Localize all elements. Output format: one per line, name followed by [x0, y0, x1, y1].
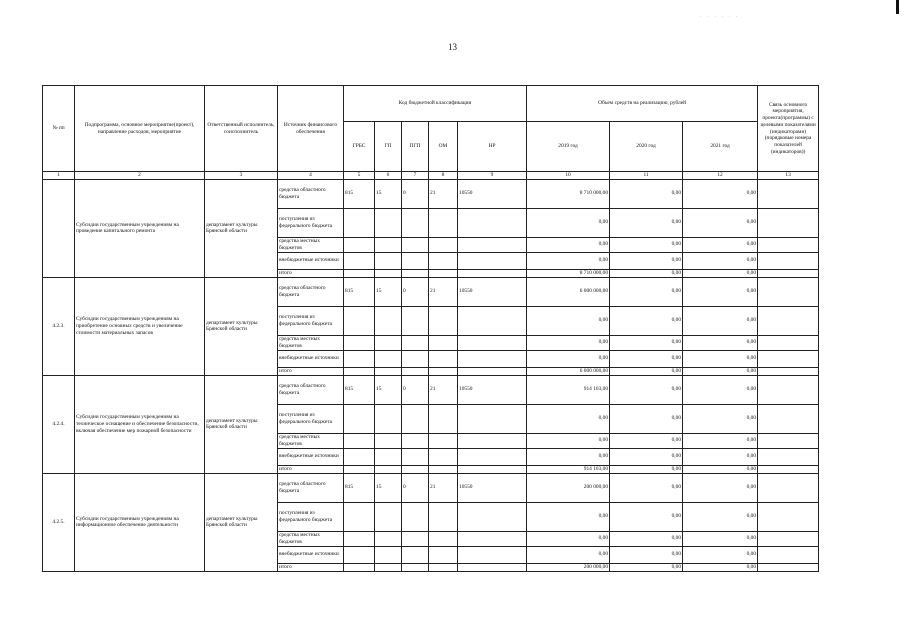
- row-code: [458, 433, 527, 448]
- header-subprogram: Подпрограмма, основное мероприятие(проект), направление расходов, мероприятие: [75, 86, 205, 172]
- table-row: [43, 375, 819, 404]
- row-code: [375, 404, 402, 433]
- row-code: 0: [402, 473, 429, 502]
- row-amount-2019: 0,00: [527, 335, 610, 350]
- page-number: 13: [448, 42, 457, 52]
- row-amount-2020: 0,00: [610, 208, 683, 237]
- row-indicator-link: [758, 269, 819, 277]
- row-code: [402, 465, 429, 473]
- row-code: [458, 448, 527, 465]
- column-number: 9: [458, 172, 527, 180]
- row-amount-2021: 0,00: [683, 465, 758, 473]
- row-code: [344, 269, 375, 277]
- row-amount-2021: 0,00: [683, 237, 758, 252]
- column-number: 12: [683, 172, 758, 180]
- row-code: [375, 433, 402, 448]
- row-code: [375, 208, 402, 237]
- row-code: [375, 367, 402, 375]
- row-code: [458, 335, 527, 350]
- row-source: итого: [278, 269, 344, 277]
- row-amount-2021: 0,00: [683, 269, 758, 277]
- row-code: [402, 563, 429, 571]
- header-code-gp: ГП: [375, 122, 402, 172]
- table-body: [43, 179, 819, 571]
- row-code: [375, 502, 402, 531]
- row-indicator-link: [758, 306, 819, 335]
- row-amount-2019: 914 103,00: [527, 465, 610, 473]
- row-code: 10550: [458, 277, 527, 306]
- row-number: 4.2.4.: [43, 375, 75, 473]
- row-amount-2021: 0,00: [683, 546, 758, 563]
- row-code: [429, 350, 458, 367]
- header-code-grbs: ГРБС: [344, 122, 375, 172]
- row-amount-2021: 0,00: [683, 531, 758, 546]
- row-amount-2020: 0,00: [610, 335, 683, 350]
- row-code: [402, 269, 429, 277]
- row-source: средства областного бюджета: [278, 277, 344, 306]
- row-amount-2019: 6 000 000,00: [527, 277, 610, 306]
- row-source: средства местных бюджетов: [278, 531, 344, 546]
- row-amount-2019: 0,00: [527, 306, 610, 335]
- row-source: средства областного бюджета: [278, 179, 344, 208]
- row-indicator-link: [758, 367, 819, 375]
- row-code: 21: [429, 179, 458, 208]
- row-code: [402, 546, 429, 563]
- row-source: внебюджетные источники: [278, 448, 344, 465]
- row-indicator-link: [758, 350, 819, 367]
- row-amount-2019: 6 000 000,00: [527, 367, 610, 375]
- row-code: [402, 404, 429, 433]
- row-indicator-link: [758, 237, 819, 252]
- row-amount-2020: 0,00: [610, 465, 683, 473]
- row-amount-2020: 0,00: [610, 404, 683, 433]
- row-amount-2021: 0,00: [683, 335, 758, 350]
- column-number: 2: [75, 172, 205, 180]
- row-code: [344, 404, 375, 433]
- row-code: [429, 531, 458, 546]
- column-number: 13: [758, 172, 819, 180]
- row-source: внебюджетные источники: [278, 350, 344, 367]
- row-code: 0: [402, 375, 429, 404]
- row-code: [344, 306, 375, 335]
- row-code: [429, 306, 458, 335]
- row-indicator-link: [758, 448, 819, 465]
- row-amount-2021: 0,00: [683, 375, 758, 404]
- row-amount-2021: 0,00: [683, 306, 758, 335]
- row-amount-2020: 0,00: [610, 531, 683, 546]
- row-code: [402, 208, 429, 237]
- row-amount-2020: 0,00: [610, 433, 683, 448]
- row-code: [402, 237, 429, 252]
- row-indicator-link: [758, 252, 819, 269]
- row-code: [344, 448, 375, 465]
- row-amount-2020: 0,00: [610, 367, 683, 375]
- header-year-2020: 2020 год: [610, 122, 683, 172]
- row-code: [344, 335, 375, 350]
- row-amount-2019: 0,00: [527, 531, 610, 546]
- row-code: 0: [402, 179, 429, 208]
- header-year-2021: 2021 год: [683, 122, 758, 172]
- row-code: 815: [344, 375, 375, 404]
- row-indicator-link: [758, 531, 819, 546]
- column-number: 5: [344, 172, 375, 180]
- row-code: 21: [429, 473, 458, 502]
- row-executor: департамент культуры Брянской области: [205, 473, 278, 571]
- header-year-2019: 2019 год: [527, 122, 610, 172]
- row-source: итого: [278, 367, 344, 375]
- row-code: 10550: [458, 473, 527, 502]
- row-amount-2019: 0,00: [527, 252, 610, 269]
- row-subprogram-name: Субсидии государственным учреждениям на приобретение основных средств и увеличение стоимости материальных запасов: [75, 277, 205, 375]
- row-executor: департамент культуры Брянской области: [205, 375, 278, 473]
- row-indicator-link: [758, 335, 819, 350]
- row-source: средства местных бюджетов: [278, 433, 344, 448]
- row-code: 15: [375, 179, 402, 208]
- row-source: внебюджетные источники: [278, 252, 344, 269]
- row-code: [402, 448, 429, 465]
- row-amount-2019: 0,00: [527, 502, 610, 531]
- row-code: 15: [375, 473, 402, 502]
- row-amount-2020: 0,00: [610, 502, 683, 531]
- row-code: [458, 546, 527, 563]
- column-number: 1: [43, 172, 75, 180]
- row-amount-2021: 0,00: [683, 179, 758, 208]
- row-code: [344, 237, 375, 252]
- row-indicator-link: [758, 502, 819, 531]
- header-code-nr: НР: [458, 122, 527, 172]
- row-code: [375, 350, 402, 367]
- row-amount-2020: 0,00: [610, 473, 683, 502]
- row-amount-2019: 0,00: [527, 208, 610, 237]
- row-code: [458, 350, 527, 367]
- row-source: внебюджетные источники: [278, 546, 344, 563]
- row-amount-2021: 0,00: [683, 448, 758, 465]
- table-header: [43, 86, 819, 180]
- table-row: [43, 277, 819, 306]
- row-code: [402, 335, 429, 350]
- row-source: итого: [278, 465, 344, 473]
- row-source: средства местных бюджетов: [278, 335, 344, 350]
- row-code: [458, 404, 527, 433]
- row-code: [375, 252, 402, 269]
- row-amount-2019: 200 000,00: [527, 473, 610, 502]
- row-amount-2020: 0,00: [610, 350, 683, 367]
- row-indicator-link: [758, 546, 819, 563]
- row-amount-2021: 0,00: [683, 350, 758, 367]
- row-code: [375, 237, 402, 252]
- row-amount-2020: 0,00: [610, 546, 683, 563]
- row-code: [458, 563, 527, 571]
- row-indicator-link: [758, 473, 819, 502]
- row-number: [43, 179, 75, 277]
- row-amount-2021: 0,00: [683, 252, 758, 269]
- row-code: [429, 433, 458, 448]
- row-amount-2019: 914 103,00: [527, 375, 610, 404]
- row-code: [344, 563, 375, 571]
- row-amount-2019: 200 000,00: [527, 563, 610, 571]
- row-amount-2019: 0,00: [527, 448, 610, 465]
- scan-noise: · · · · · ·: [700, 14, 740, 20]
- header-source: Источник финансового обеспечения: [278, 86, 344, 172]
- row-code: [344, 546, 375, 563]
- row-code: [429, 335, 458, 350]
- row-code: [458, 367, 527, 375]
- row-source: поступления из федерального бюджета: [278, 502, 344, 531]
- table-row: [43, 179, 819, 208]
- row-code: [402, 367, 429, 375]
- row-code: [429, 252, 458, 269]
- row-executor: департамент культуры Брянской области: [205, 179, 278, 277]
- row-code: [429, 208, 458, 237]
- row-source: средства областного бюджета: [278, 473, 344, 502]
- row-number: 4.2.5.: [43, 473, 75, 571]
- row-code: [458, 465, 527, 473]
- row-code: [344, 502, 375, 531]
- row-indicator-link: [758, 465, 819, 473]
- table-row: [43, 473, 819, 502]
- row-amount-2020: 0,00: [610, 375, 683, 404]
- row-subprogram-name: Субсидии государственным учреждениям на проведение капитального ремонта: [75, 179, 205, 277]
- row-indicator-link: [758, 277, 819, 306]
- row-source: итого: [278, 563, 344, 571]
- row-code: [458, 237, 527, 252]
- row-code: [344, 252, 375, 269]
- row-code: [429, 465, 458, 473]
- row-amount-2020: 0,00: [610, 448, 683, 465]
- row-source: поступления из федерального бюджета: [278, 404, 344, 433]
- row-executor: департамент культуры Брянской области: [205, 277, 278, 375]
- row-code: 15: [375, 277, 402, 306]
- row-amount-2021: 0,00: [683, 563, 758, 571]
- row-code: [429, 546, 458, 563]
- row-code: [429, 563, 458, 571]
- row-indicator-link: [758, 179, 819, 208]
- column-number: 8: [429, 172, 458, 180]
- row-indicator-link: [758, 563, 819, 571]
- row-amount-2021: 0,00: [683, 404, 758, 433]
- row-amount-2019: 0,00: [527, 404, 610, 433]
- row-code: [344, 367, 375, 375]
- row-code: [375, 335, 402, 350]
- row-code: [429, 404, 458, 433]
- header-volume: Объем средств на реализацию, рублей: [527, 86, 758, 122]
- row-code: [344, 208, 375, 237]
- row-code: [375, 546, 402, 563]
- column-number: 6: [375, 172, 402, 180]
- row-amount-2019: 0,00: [527, 433, 610, 448]
- row-code: [458, 269, 527, 277]
- header-num: № пп: [43, 86, 75, 172]
- row-source: поступления из федерального бюджета: [278, 208, 344, 237]
- row-code: 815: [344, 179, 375, 208]
- row-amount-2021: 0,00: [683, 277, 758, 306]
- row-code: 10550: [458, 375, 527, 404]
- row-code: 0: [402, 277, 429, 306]
- row-code: [344, 350, 375, 367]
- row-code: 815: [344, 473, 375, 502]
- column-numbers-row: [43, 172, 819, 180]
- header-code-pgp: ПГП: [402, 122, 429, 172]
- row-amount-2020: 0,00: [610, 306, 683, 335]
- row-code: [429, 502, 458, 531]
- row-amount-2020: 0,00: [610, 277, 683, 306]
- row-amount-2019: 8 710 000,00: [527, 179, 610, 208]
- row-code: [402, 502, 429, 531]
- row-amount-2019: 0,00: [527, 237, 610, 252]
- row-amount-2020: 0,00: [610, 237, 683, 252]
- row-amount-2020: 0,00: [610, 179, 683, 208]
- row-amount-2020: 0,00: [610, 252, 683, 269]
- row-amount-2021: 0,00: [683, 473, 758, 502]
- row-amount-2021: 0,00: [683, 502, 758, 531]
- row-amount-2020: 0,00: [610, 563, 683, 571]
- budget-table: [42, 85, 819, 572]
- row-code: [402, 433, 429, 448]
- header-budget-code: Код бюджетной классификации: [344, 86, 527, 122]
- row-code: [375, 306, 402, 335]
- row-subprogram-name: Субсидии государственным учреждениям на техническое оснащение и обеспечение безопасности, включая обеспечение мер пожарной безопасности: [75, 375, 205, 473]
- row-code: 10550: [458, 179, 527, 208]
- row-code: [375, 269, 402, 277]
- row-code: 21: [429, 375, 458, 404]
- row-subprogram-name: Субсидии государственным учреждениям на информационное обеспечение деятельности: [75, 473, 205, 571]
- row-amount-2019: 8 710 000,00: [527, 269, 610, 277]
- row-source: средства областного бюджета: [278, 375, 344, 404]
- row-indicator-link: [758, 375, 819, 404]
- row-code: [402, 252, 429, 269]
- column-number: 3: [205, 172, 278, 180]
- column-number: 11: [610, 172, 683, 180]
- column-number: 4: [278, 172, 344, 180]
- row-code: [375, 448, 402, 465]
- row-indicator-link: [758, 404, 819, 433]
- scan-edge-mark: [896, 0, 899, 14]
- row-code: [402, 531, 429, 546]
- row-amount-2019: 0,00: [527, 350, 610, 367]
- row-indicator-link: [758, 208, 819, 237]
- row-code: [402, 350, 429, 367]
- header-link: Связь основного мероприятия, проекта(программы) с целевыми показателями (индикаторами) (порядковые номера показателей (индикаторов)): [758, 86, 819, 172]
- header-executor: Ответственный исполнитель, соисполнитель: [205, 86, 278, 172]
- row-code: [429, 269, 458, 277]
- row-code: [344, 531, 375, 546]
- row-code: [458, 531, 527, 546]
- row-code: [429, 237, 458, 252]
- row-indicator-link: [758, 433, 819, 448]
- row-code: [458, 306, 527, 335]
- row-amount-2020: 0,00: [610, 269, 683, 277]
- row-amount-2021: 0,00: [683, 367, 758, 375]
- column-number: 7: [402, 172, 429, 180]
- row-code: [375, 531, 402, 546]
- row-code: [344, 433, 375, 448]
- row-source: средства местных бюджетов: [278, 237, 344, 252]
- row-code: [429, 448, 458, 465]
- row-code: [375, 563, 402, 571]
- row-amount-2021: 0,00: [683, 208, 758, 237]
- row-code: [344, 465, 375, 473]
- column-number: 10: [527, 172, 610, 180]
- row-code: [458, 208, 527, 237]
- row-code: [402, 306, 429, 335]
- row-code: 815: [344, 277, 375, 306]
- row-code: 21: [429, 277, 458, 306]
- row-code: 15: [375, 375, 402, 404]
- row-source: поступления из федерального бюджета: [278, 306, 344, 335]
- row-code: [429, 367, 458, 375]
- row-code: [458, 502, 527, 531]
- header-code-om: ОМ: [429, 122, 458, 172]
- row-amount-2019: 0,00: [527, 546, 610, 563]
- row-code: [375, 465, 402, 473]
- row-code: [458, 252, 527, 269]
- row-amount-2021: 0,00: [683, 433, 758, 448]
- row-number: 4.2.3.: [43, 277, 75, 375]
